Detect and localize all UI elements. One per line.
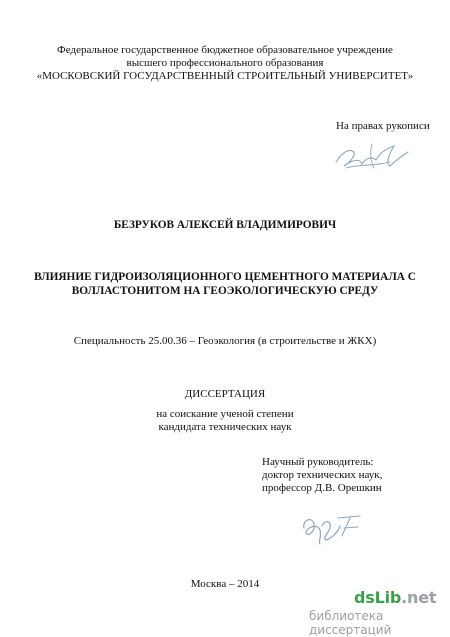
dslib-watermark-caption: библиотека диссертаций [309,609,392,637]
dslib-watermark-logo [354,589,436,607]
institution-line-1: Федеральное государственное бюджетное образовательное учреждение [57,44,393,56]
supervisor-line-1: Научный руководитель: [262,456,374,468]
supervisor-signature [298,508,368,548]
supervisor-line-2: доктор технических наук, [262,469,383,481]
author-signature [332,138,412,178]
author-name: БЕЗРУКОВ АЛЕКСЕЙ ВЛАДИМИРОВИЧ [113,219,337,231]
watermark-logo-part-2: .net [401,588,437,607]
dissertation-title-line-1: ВЛИЯНИЕ ГИДРОИЗОЛЯЦИОННОГО ЦЕМЕНТНОГО МАТЕРИАЛА С [34,271,416,283]
dissertation-title-line-2: ВОЛЛАСТОНИТОМ НА ГЕОЭКОЛОГИЧЕСКУЮ СРЕДУ [71,285,379,297]
institution-line-3: «МОСКОВСКИЙ ГОСУДАРСТВЕННЫЙ СТРОИТЕЛЬНЫЙ УНИВЕРСИТЕТ» [36,70,414,82]
institution-line-2: высшего профессионального образования [126,57,324,69]
degree-line-2: кандидата технических наук [158,421,292,433]
watermark-logo-part-1: dsLib [354,588,402,607]
specialty: Специальность 25.00.36 – Геоэкология (в строительстве и ЖКХ) [73,335,377,347]
degree-line-1: на соискание ученой степени [156,408,294,420]
supervisor-line-3: профессор Д.В. Орешкин [262,482,382,494]
manuscript-note: На правах рукописи [336,120,430,132]
city-year: Москва – 2014 [190,578,260,590]
dissertation-label: ДИССЕРТАЦИЯ [184,388,266,400]
